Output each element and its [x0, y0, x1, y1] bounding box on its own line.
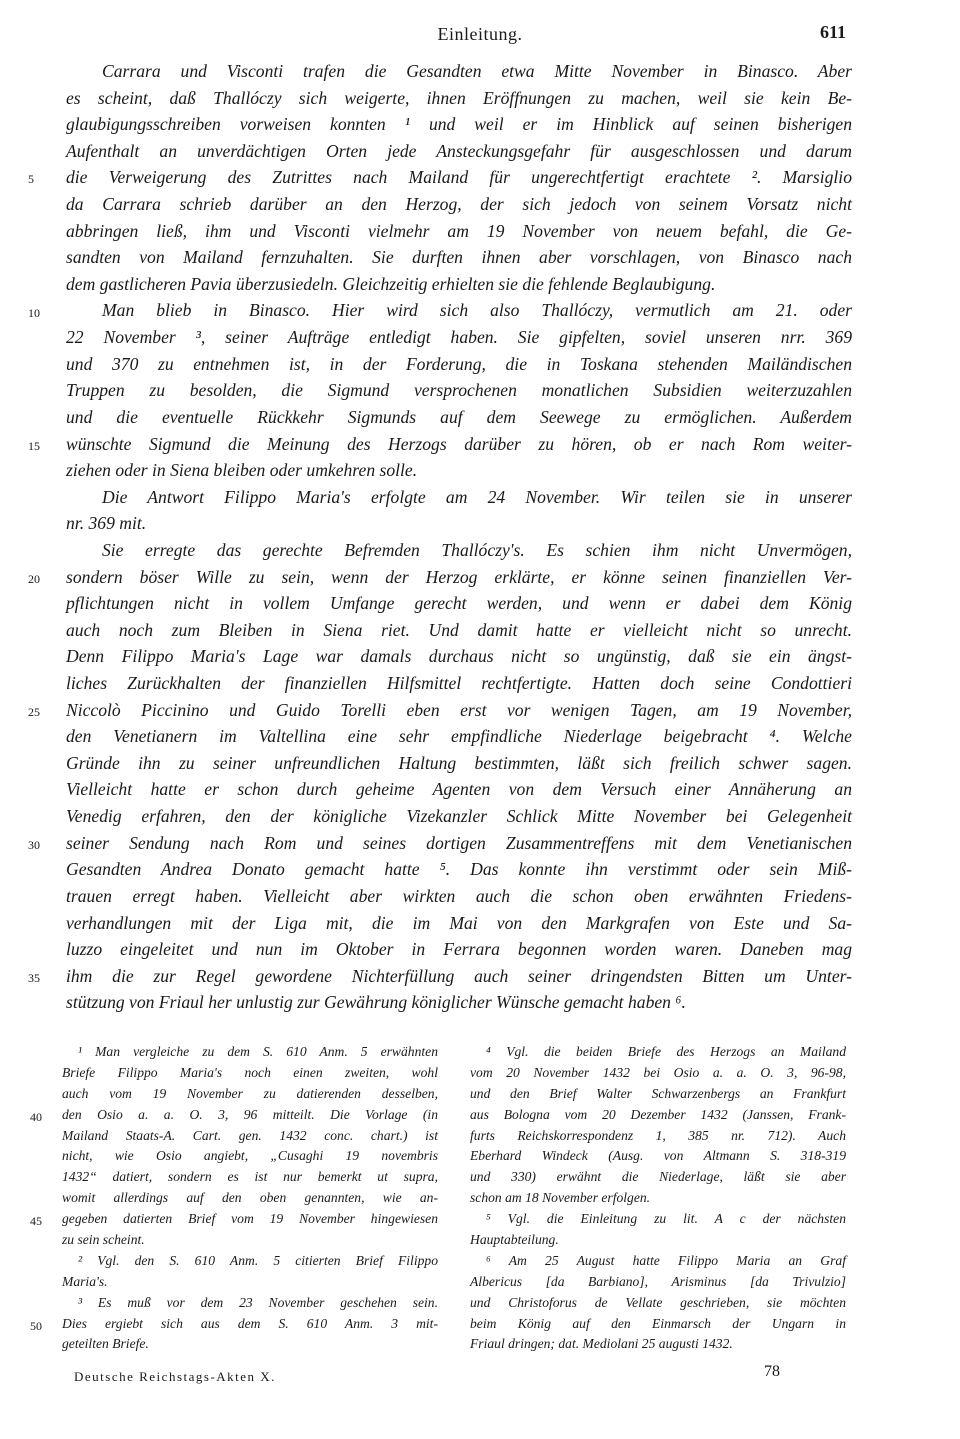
main-text-line: den Venetianern im Valtellina eine sehr empfindliche Niederlage beigebracht ⁴. Welche [66, 726, 852, 747]
footnote-line: ² Vgl. den S. 610 Anm. 5 citierten Brief Filippo [78, 1252, 438, 1268]
main-text-line: verhandlungen mit der Liga mit, die im Mai von den Markgrafen von Este und Sa- [66, 912, 852, 933]
main-text-line: ziehen oder in Siena bleiben oder umkehren solle. [66, 460, 418, 481]
main-text-line: pflichtungen nicht in vollem Umfange gerecht werden, und wenn er dabei dem König [66, 593, 852, 614]
footnote-line: und den Brief Walter Schwarzenbergs an Frankfurt [470, 1085, 846, 1101]
footnote-line: auch vom 19 November zu datierenden desselben, [62, 1085, 438, 1101]
margin-line-number: 5 [28, 172, 34, 187]
footnote-line: 1432“ datiert, sondern es ist nur bemerkt ut supra, [62, 1169, 438, 1185]
main-text-line: Truppen zu besolden, die Sigmund versprochenen monatlichen Subsidien weiterzuzahlen [66, 380, 852, 401]
main-text-line: Carrara und Visconti trafen die Gesandten etwa Mitte November in Binasco. Aber [102, 61, 852, 81]
main-text-line: Denn Filippo Maria's Lage war damals durchaus nicht so ungünstig, daß sie ein ängst- [66, 646, 852, 667]
margin-line-number: 15 [28, 438, 40, 453]
main-text-line: stützung von Friaul her unlustig zur Gewährung königlicher Wünsche gemacht haben ⁶. [66, 992, 686, 1013]
footer-signature-number: 78 [764, 1363, 780, 1380]
main-text-line: und 370 zu entnehmen ist, in der Forderung, die in Toskana stehenden Mailändischen [66, 353, 852, 374]
margin-line-number: 20 [28, 571, 40, 586]
footnote-line: ¹ Man vergleiche zu dem S. 610 Anm. 5 erwähnten [78, 1044, 438, 1059]
main-text-line: Man blieb in Binasco. Hier wird sich also Thallóczy, vermutlich am 21. oder [102, 300, 852, 321]
footnote-line: beim König auf den Einmarsch der Ungarn in [470, 1315, 846, 1331]
main-text-line: Niccolò Piccinino und Guido Torelli eben erst vor wenigen Tagen, am 19 November, [66, 699, 852, 720]
main-text-line: sondern böser Wille zu sein, wenn der Herzog erklärte, er könne seinen finanziellen Ver- [66, 566, 852, 587]
footnotes-right-column [470, 1042, 846, 1355]
margin-line-number: 40 [30, 1109, 42, 1124]
main-text-line: 22 November ³, seiner Aufträge entledigt haben. Sie gipfelten, soviel unseren nrr. 369 [66, 327, 852, 348]
main-text-line: und die eventuelle Rückkehr Sigmunds auf dem Seewege zu ermöglichen. Außerdem [66, 406, 852, 427]
footnote-line: womit allerdings auf den oben genannten, wie an- [62, 1190, 438, 1206]
footnote-line: Briefe Filippo Maria's noch einen zweiten, wohl [62, 1064, 438, 1080]
footnote-line: furts Reichskorrespondenz 1, 385 nr. 712). Auch [470, 1127, 846, 1143]
footnote-line: aus Bologna vom 20 Dezember 1432 (Janssen, Frank- [470, 1106, 846, 1122]
main-text-line: luzzo eingeleitet und nun im Oktober in Ferrara begonnen worden waren. Daneben mag [66, 939, 852, 960]
footnote-line: Albericus [da Barbiano], Arisminus [da Trivulzio] [470, 1273, 846, 1289]
footnote-line: nicht, wie Osio angiebt, „Cusaghi 19 novembris [62, 1148, 438, 1164]
footnote-line: den Osio a. a. O. 3, 96 mitteilt. Die Vorlage (in [62, 1106, 438, 1122]
footnote-line: Mailand Staats-A. Cart. gen. 1432 conc. chart.) ist [62, 1127, 438, 1143]
footnote-line: vom 20 November 1432 bei Osio a. a. O. 3, 96-98, [470, 1064, 846, 1080]
main-text-line: wünschte Sigmund die Meinung des Herzogs darüber zu hören, ob er nach Rom weiter- [66, 433, 852, 454]
main-text-line: glaubigungsschreiben vorweisen konnten ¹ und weil er im Hinblick auf seinen bisherigen [66, 114, 852, 135]
footnotes-left-column [62, 1042, 438, 1355]
margin-line-number: 45 [30, 1214, 42, 1229]
main-text-line: seiner Sendung nach Rom und seines dortigen Zusammentreffens mit dem Venetianischen [66, 832, 852, 853]
footnote-line: Eberhard Windeck (Ausg. von Altmann S. 318-319 [470, 1148, 846, 1164]
main-text-line: Aufenthalt an unverdächtigen Orten jede Ansteckungsgefahr für ausgeschlossen und darum [66, 140, 852, 161]
margin-line-number: 50 [30, 1318, 42, 1333]
footnote-line: und Christoforus de Vellate geschrieben, sie möchten [470, 1294, 846, 1310]
main-text-line: Sie erregte das gerechte Befremden Thallóczy's. Es schien ihm nicht Unvermögen, [102, 539, 852, 560]
main-text-line: sandten von Mailand fernzuhalten. Sie durften ihnen aber vorschlagen, von Binasco nach [66, 247, 852, 268]
main-text-line: trauen erregt haben. Vielleicht aber wirkten auch die schon oben erwähnten Friedens- [66, 885, 852, 906]
footnote-line: Dies ergiebt sich aus dem S. 610 Anm. 3 mit- [62, 1315, 438, 1331]
footnote-line: geteilten Briefe. [62, 1336, 149, 1352]
footnote-line: Maria's. [62, 1273, 108, 1289]
main-text-line: auch noch zum Bleiben in Siena riet. Und damit hatte er vielleicht nicht so unrecht. [66, 619, 852, 640]
main-text-body [66, 58, 852, 1016]
running-header-title: Einleitung. [437, 24, 523, 44]
margin-line-number: 25 [28, 704, 40, 719]
main-text-line: Venedig erfahren, den der königliche Vizekanzler Schlick Mitte November bei Gelegenheit [66, 806, 852, 827]
footnote-line: zu sein scheint. [62, 1232, 145, 1248]
main-text-line: Gesandten Andrea Donato gemacht hatte ⁵. Das konnte ihn verstimmt oder sein Miß- [66, 859, 852, 880]
main-text-line: abbringen ließ, ihm und Visconti vielmehr am 19 November von neuem befahl, die Ge- [66, 220, 852, 241]
main-text-line: liches Zurückhalten der finanziellen Hilfsmittel rechtfertigte. Hatten doch seine Condottieri [66, 673, 852, 694]
footnote-line: ³ Es muß vor dem 23 November geschehen sein. [78, 1294, 438, 1310]
main-text-line: da Carrara schrieb darüber an den Herzog, der sich jedoch von seinem Vorsatz nicht [66, 194, 852, 215]
margin-line-number: 35 [28, 971, 40, 986]
main-text-line: Gründe ihn zu seiner unfreundlichen Haltung bestimmten, läßt sich freilich schwer sagen. [66, 752, 852, 773]
main-text-line: nr. 369 mit. [66, 513, 147, 534]
footnote-line: ⁴ Vgl. die beiden Briefe des Herzogs an Mailand [486, 1044, 846, 1059]
main-text-line: Vielleicht hatte er schon durch geheime Agenten von dem Versuch einer Annäherung an [66, 779, 852, 800]
main-text-line: die Verweigerung des Zutrittes nach Mailand für ungerechtfertigt erachtete ². Marsiglio [66, 167, 852, 188]
footer-source-title: Deutsche Reichstags-Akten X. [74, 1369, 276, 1384]
footnote-line: und 330) erwähnt die Niederlage, läßt sie aber [470, 1169, 846, 1185]
page-number: 611 [819, 22, 846, 42]
footnote-line: Friaul dringen; dat. Mediolani 25 augusti 1432. [470, 1336, 733, 1352]
margin-line-number: 30 [28, 837, 40, 852]
main-text-line: dem gastlicheren Pavia überzusiedeln. Gleichzeitig erhielten sie die fehlende Beglaubigung. [66, 273, 716, 294]
footnote-line: Hauptabteilung. [470, 1232, 559, 1248]
main-text-line: Die Antwort Filippo Maria's erfolgte am 24 November. Wir teilen sie in unserer [102, 486, 852, 507]
footnote-line: ⁵ Vgl. die Einleitung zu lit. A c der nächsten [486, 1211, 846, 1227]
footnote-line: schon am 18 November erfolgen. [470, 1190, 651, 1206]
main-text-line: ihm die zur Regel gewordene Nichterfüllung auch seiner dringendsten Bitten um Unter- [66, 965, 852, 986]
footnote-line: ⁶ Am 25 August hatte Filippo Maria an Graf [486, 1252, 846, 1268]
margin-line-number: 10 [28, 305, 40, 320]
main-text-line: es scheint, daß Thallóczy sich weigerte, ihnen Eröffnungen zu machen, weil sie kein Be- [66, 87, 852, 108]
footnote-line: gegeben datierten Brief vom 19 November hingewiesen [62, 1211, 438, 1227]
